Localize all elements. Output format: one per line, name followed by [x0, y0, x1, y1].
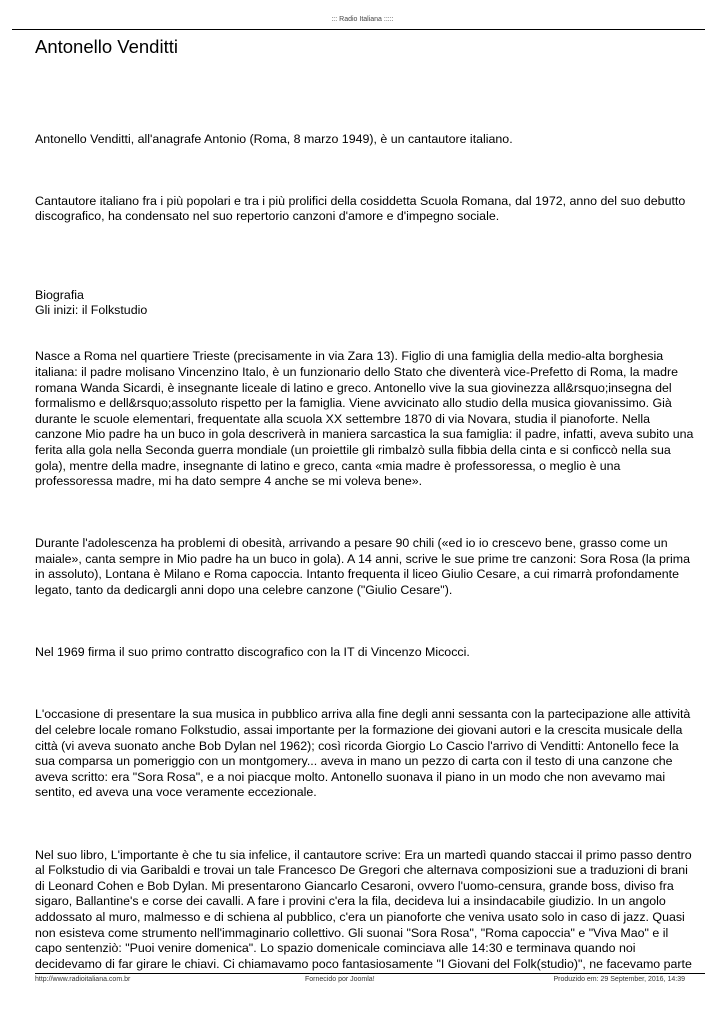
page-title: Antonello Venditti	[35, 36, 178, 57]
site-header: ::: Radio Italiana :::::	[331, 16, 394, 23]
article-body	[35, 116, 695, 974]
paragraph: Nel 1969 firma il suo primo contratto discografico con la IT di Vincenzo Micocci.	[35, 645, 470, 660]
header-divider	[12, 29, 705, 30]
paragraph: L'occasione di presentare la sua musica in pubblico arriva alla fine degli anni sessanta con la partecipazione alle attività del celebre locale romano Folkstudio, assai importante per la formazione dei giovani autori e la crescita musicale della città (vi aveva suonato anche Bob Dylan nel 1962); così ricorda Giorgio Lo Cascio l'arrivo di Venditti: Antonello fece la sua comparsa un pomeriggio con un montgomery... aveva in mano un pezzo di carta con il testo di una canzone che aveva scritto: era "Sora Rosa", e a noi piacque molto. Antonello suonava il piano in un modo che non avevamo mai sentito, ed aveva una voce veramente eccezionale.	[35, 707, 691, 800]
footer-url: http://www.radioitaliana.com.br	[35, 976, 131, 983]
footer-powered-by: Fornecido por Joomla!	[305, 976, 375, 983]
paragraph: Antonello Venditti, all'anagrafe Antonio (Roma, 8 marzo 1949), è un cantautore italiano.	[35, 131, 513, 146]
section-heading: Biografia Gli inizi: il Folkstudio	[35, 287, 148, 318]
paragraph: Durante l'adolescenza ha problemi di obesità, arrivando a pesare 90 chili («ed io io crescevo bene, grasso come un maiale», canta sempre in Mio padre ha un buco in gola). A 14 anni, scrive le sue prime tre canzoni: Sora Rosa (la prima in assoluto), Lontana è Milano e Roma capoccia. Intanto frequenta il liceo Giulio Cesare, a cui rimarrà profondamente legato, tanto da dedicargli anni dopo una celebre canzone ("Giulio Cesare").	[35, 536, 690, 598]
footer-generated-date: Produzido em: 29 September, 2016, 14:39	[553, 976, 685, 983]
footer-divider	[35, 973, 705, 974]
paragraph: Cantautore italiano fra i più popolari e tra i più prolifici della cosiddetta Scuola Romana, dal 1972, anno del suo debutto discografico, ha condensato nel suo repertorio canzoni d'amore e d'impegno sociale.	[35, 193, 686, 224]
paragraph: Nasce a Roma nel quartiere Trieste (precisamente in via Zara 13). Figlio di una famiglia della medio-alta borghesia italiana: il padre molisano Vincenzino Italo, è un funzionario dello Stato che diventerà vice-Prefetto di Roma, la madre romana Wanda Sicardi, è insegnante liceale di latino e greco. Antonello vive la sua giovinezza all&rsquo;insegna del formalismo e dell&rsquo;assoluto rispetto per la famiglia. Viene avvicinato allo studio della musica giovanissimo. Già durante le scuole elementari, frequentate alla scuola XX settembre 1870 di via Novara, studia il pianoforte. Nella canzone Mio padre ha un buco in gola descriverà in maniera sarcastica la sua famiglia: il padre, infatti, aveva subito una ferita alla gola nella Seconda guerra mondiale (un proiettile gli rimbalzò sulla fibbia della cinta e si conficcò nella sua gola), mentre della madre, insegnante di latino e greco, canta «mia madre è professoressa, o meglio è una professoressa madre, mi ha dato sempre 4 anche se mi voleva bene».	[35, 349, 694, 489]
paragraph: Nel suo libro, L'importante è che tu sia infelice, il cantautore scrive: Era un martedì quando staccai il primo passo dentro al Folkstudio di via Garibaldi e trovai un tale Francesco De Gregori che alternava composizioni sue a traduzioni di brani di Leonard Cohen e Bob Dylan. Mi presentarono Giancarlo Cesaroni, ovvero l'uomo-censura, grande boss, diviso fra sigaro, Ballantine's e corse dei cavalli. A fare i provini c'era la fila, decideva lui a insindacabile giudizio. In un angolo addossato al muro, malmesso e di schiena al pubblico, c'era un pianoforte che veniva usato solo in caso di jazz. Quasi non esisteva come strumento nell'immaginario collettivo. Gli suonai "Sora Rosa", "Roma capoccia" e "Viva Mao" e il capo sentenziò: "Puoi venire domenica". Lo spazio domenicale cominciava alle 14:30 e terminava quando noi decidevamo di far girare le chiavi. Ci chiamavamo poco fantasiosamente "I Giovani del Folk(studio)", ne facevamo parte	[35, 847, 692, 971]
